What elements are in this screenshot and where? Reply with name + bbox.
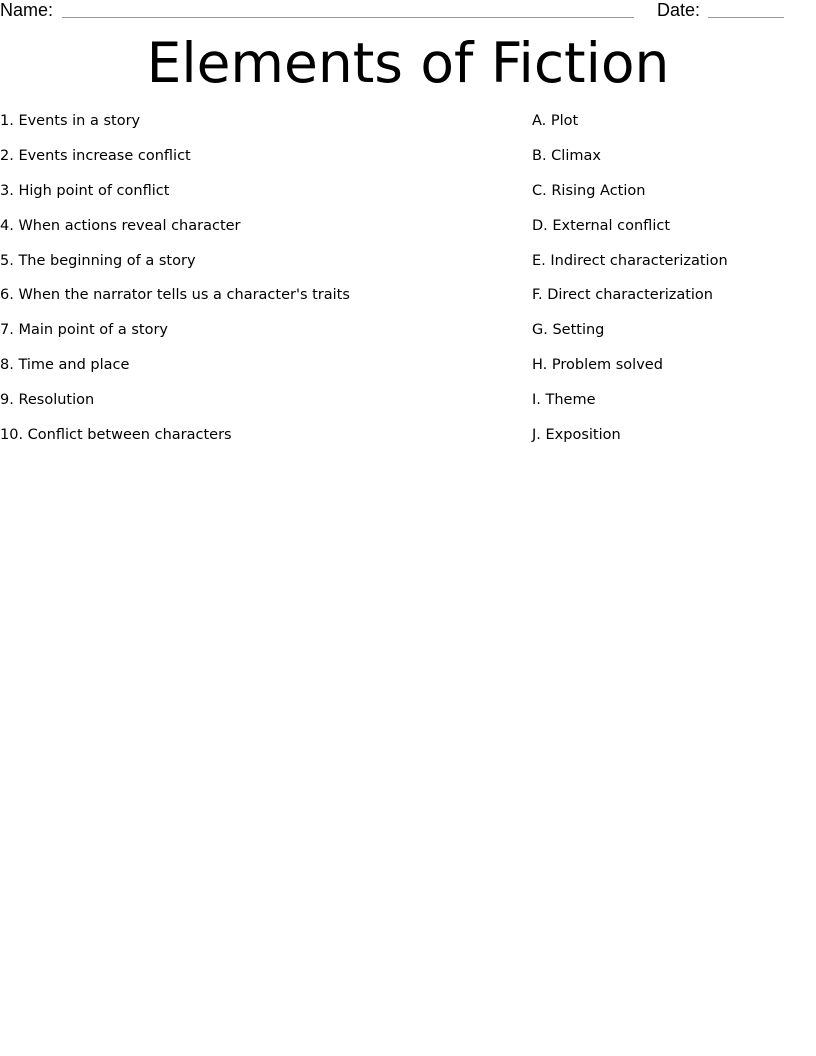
answer-item: D. External conflict	[532, 217, 671, 234]
clue-list	[0, 111, 520, 460]
answer-list	[532, 111, 816, 460]
answer-item: A. Plot	[532, 113, 579, 129]
header	[0, 0, 816, 24]
page-title: Elements of Fiction	[146, 31, 670, 95]
answer-item: H. Problem solved	[532, 357, 663, 374]
clue-item: 3. High point of conflict	[0, 182, 170, 199]
clue-item: 2. Events increase conflict	[0, 147, 191, 164]
clue-item: 4. When actions reveal character	[0, 217, 241, 234]
answer-item: E. Indirect characterization	[532, 252, 728, 269]
clue-item: 10. Conflict between characters	[0, 427, 232, 444]
answer-item: B. Climax	[532, 147, 601, 164]
answer-item: J. Exposition	[532, 427, 621, 444]
name-label: Name:	[0, 0, 54, 20]
answer-item: C. Rising Action	[532, 182, 646, 199]
clue-item: 7. Main point of a story	[0, 322, 168, 339]
clue-item: 9. Resolution	[0, 392, 95, 409]
clue-item: 6. When the narrator tells us a character's traits	[0, 287, 350, 304]
clue-item: 1. Events in a story	[0, 113, 141, 129]
clue-item: 5. The beginning of a story	[0, 252, 196, 269]
name-blank-line	[62, 17, 634, 18]
answer-item: I. Theme	[532, 392, 596, 409]
clue-item: 8. Time and place	[0, 357, 130, 374]
date-blank-line	[708, 17, 784, 18]
date-label: Date:	[657, 0, 701, 20]
answer-item: G. Setting	[532, 322, 605, 339]
answer-item: F. Direct characterization	[532, 287, 713, 304]
